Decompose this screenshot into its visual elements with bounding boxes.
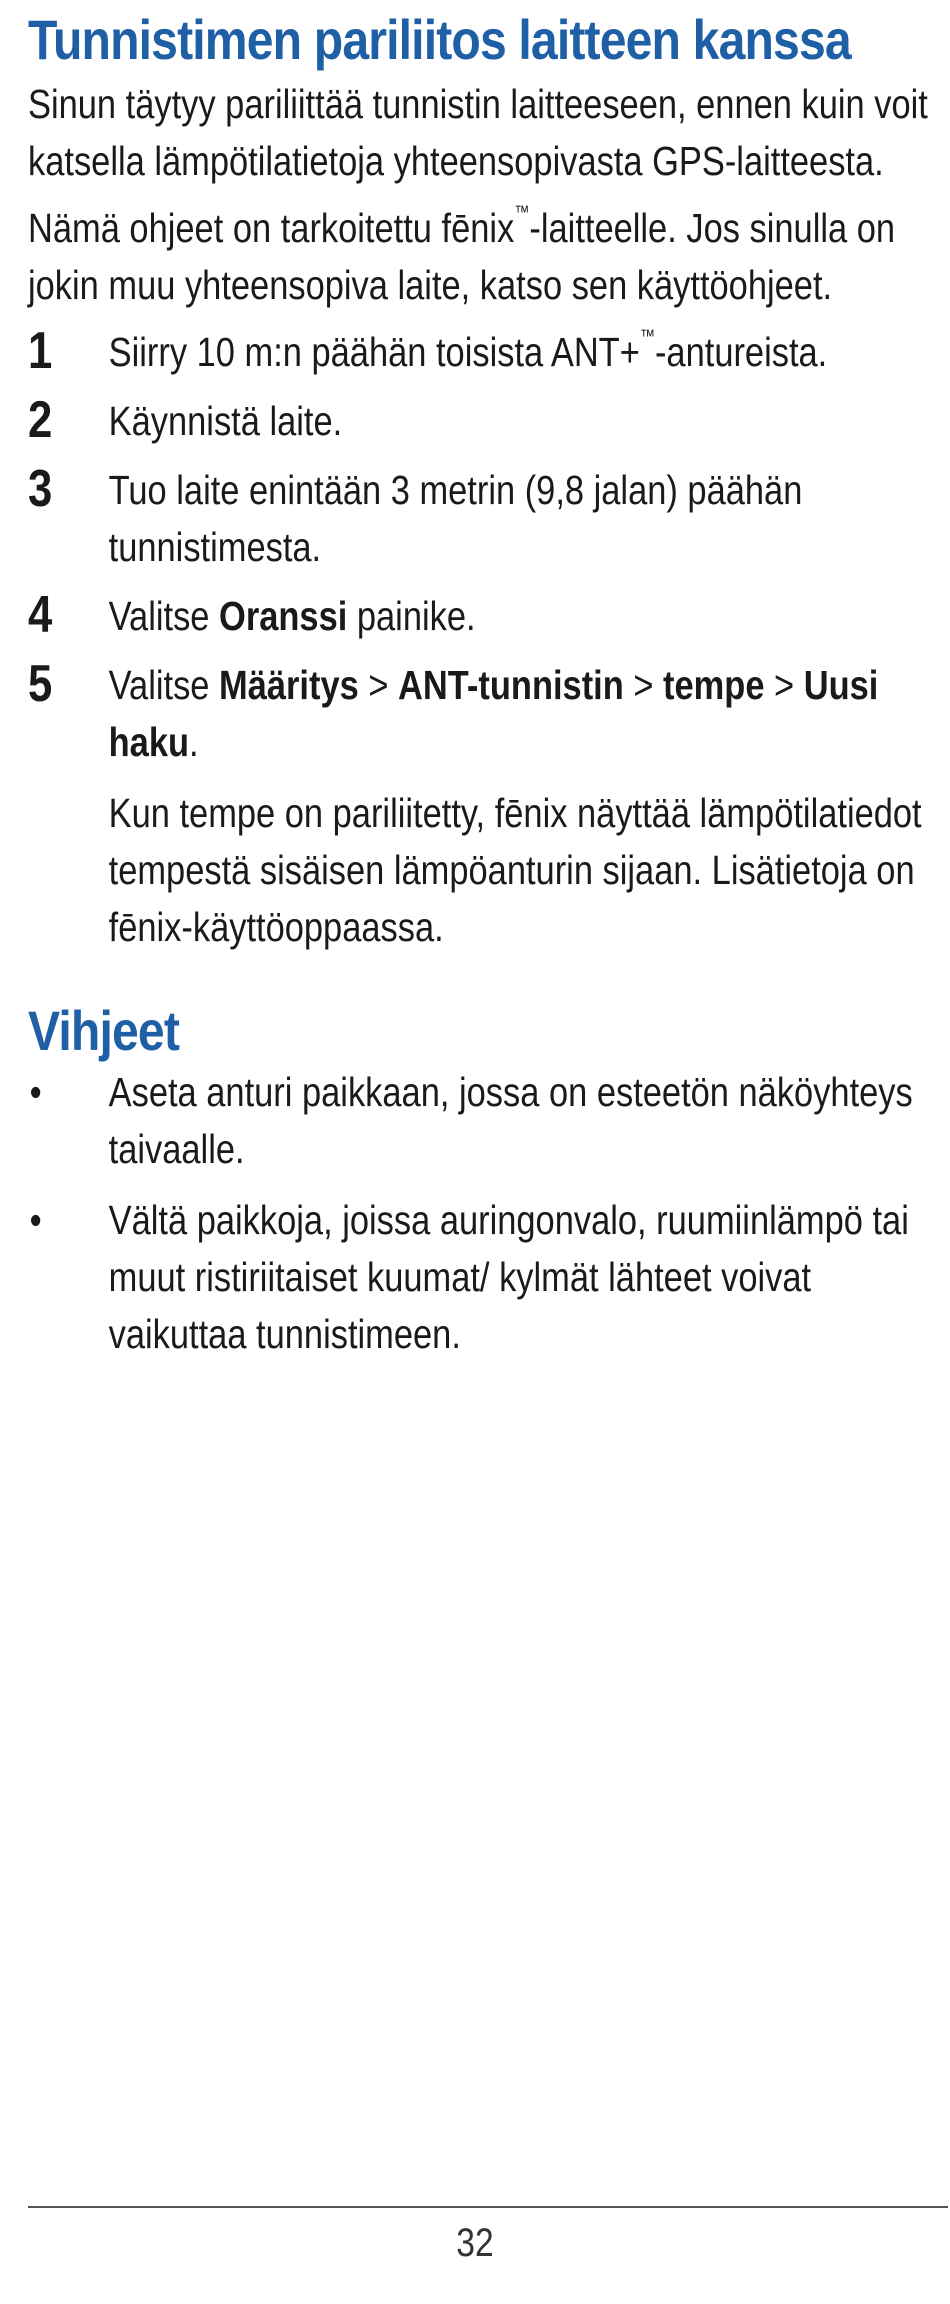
- step-text-prefix: Valitse: [108, 593, 220, 639]
- step-text: Käynnistä laite.: [108, 398, 343, 444]
- step-item-5: [28, 657, 931, 771]
- steps-list: [28, 324, 931, 771]
- device-note-paragraph: [28, 200, 931, 314]
- content-body: [28, 76, 931, 956]
- page-number: 32: [456, 2221, 494, 2265]
- step-text-suffix: painike.: [347, 593, 476, 639]
- step-result-note: Kun tempe on pariliitetty, fēnix näyttää lämpötilatiedot tempestä sisäisen lämpöanturin sijaan. Lisätietoja on fēnix-käyttöoppaassa.: [108, 790, 922, 950]
- menu-separator: >: [764, 662, 804, 708]
- device-note-text-end: -laitteelle. Jos sinulla on jokin muu yhteensopiva laite, katso sen käyttöohjeet.: [28, 205, 896, 308]
- step-number: 2: [28, 391, 53, 449]
- tip-text: Vältä paikkoja, joissa auringonvalo, ruumiinlämpö tai muut ristiriitaiset kuumat/ kylmät lähteet voivat vaikuttaa tunnistimeen.: [108, 1197, 909, 1357]
- tip-item-2: [28, 1192, 931, 1363]
- tips-heading: Vihjeet: [28, 999, 180, 1062]
- manual-page: [28, 0, 928, 2304]
- tips-list: [28, 1064, 931, 1363]
- bullet-icon: •: [29, 1197, 42, 1243]
- trademark-symbol: ™: [639, 326, 655, 346]
- step-item-4: [28, 588, 931, 645]
- menu-path-uusi-haku: Uusi haku: [108, 662, 879, 765]
- step-text: Siirry 10 m:n päähän toisista ANT+: [108, 329, 640, 375]
- bullet-icon: •: [29, 1069, 42, 1115]
- step-number: 5: [28, 655, 53, 713]
- step-item-3: [28, 462, 931, 576]
- footer-divider: [28, 2206, 948, 2208]
- step-item-2: [28, 393, 931, 450]
- tip-item-1: [28, 1064, 931, 1178]
- page-title: Tunnistimen pariliitos laitteen kanssa: [28, 8, 851, 71]
- step-text: Tuo laite enintään 3 metrin (9,8 jalan) päähän tunnistimesta.: [108, 467, 803, 570]
- menu-path-maaritys: Määritys: [219, 662, 359, 708]
- trademark-symbol: ™: [514, 202, 530, 222]
- step-number: 1: [28, 322, 53, 380]
- tip-text: Aseta anturi paikkaan, jossa on esteetön näköyhteys taivaalle.: [108, 1069, 913, 1172]
- menu-separator: >: [623, 662, 664, 708]
- step-text-prefix: Valitse: [108, 662, 220, 708]
- menu-separator: >: [358, 662, 399, 708]
- tips-body: [28, 1064, 931, 1363]
- step-text-end: .: [189, 719, 199, 765]
- menu-path-ant-tunnistin: ANT-tunnistin: [398, 662, 624, 708]
- intro-paragraph: Sinun täytyy pariliittää tunnistin laitteeseen, ennen kuin voit katsella lämpötilatietoja yhteensopivasta GPS-laitteesta.: [28, 81, 928, 184]
- step-text-end: -antureista.: [654, 329, 828, 375]
- step-item-1: [28, 324, 931, 381]
- device-note-text-start: Nämä ohjeet on tarkoitettu fēnix: [28, 205, 515, 251]
- step-number: 4: [28, 586, 53, 644]
- step-number: 3: [28, 460, 53, 518]
- menu-path-tempe: tempe: [663, 662, 765, 708]
- button-name-oranssi: Oranssi: [219, 593, 348, 639]
